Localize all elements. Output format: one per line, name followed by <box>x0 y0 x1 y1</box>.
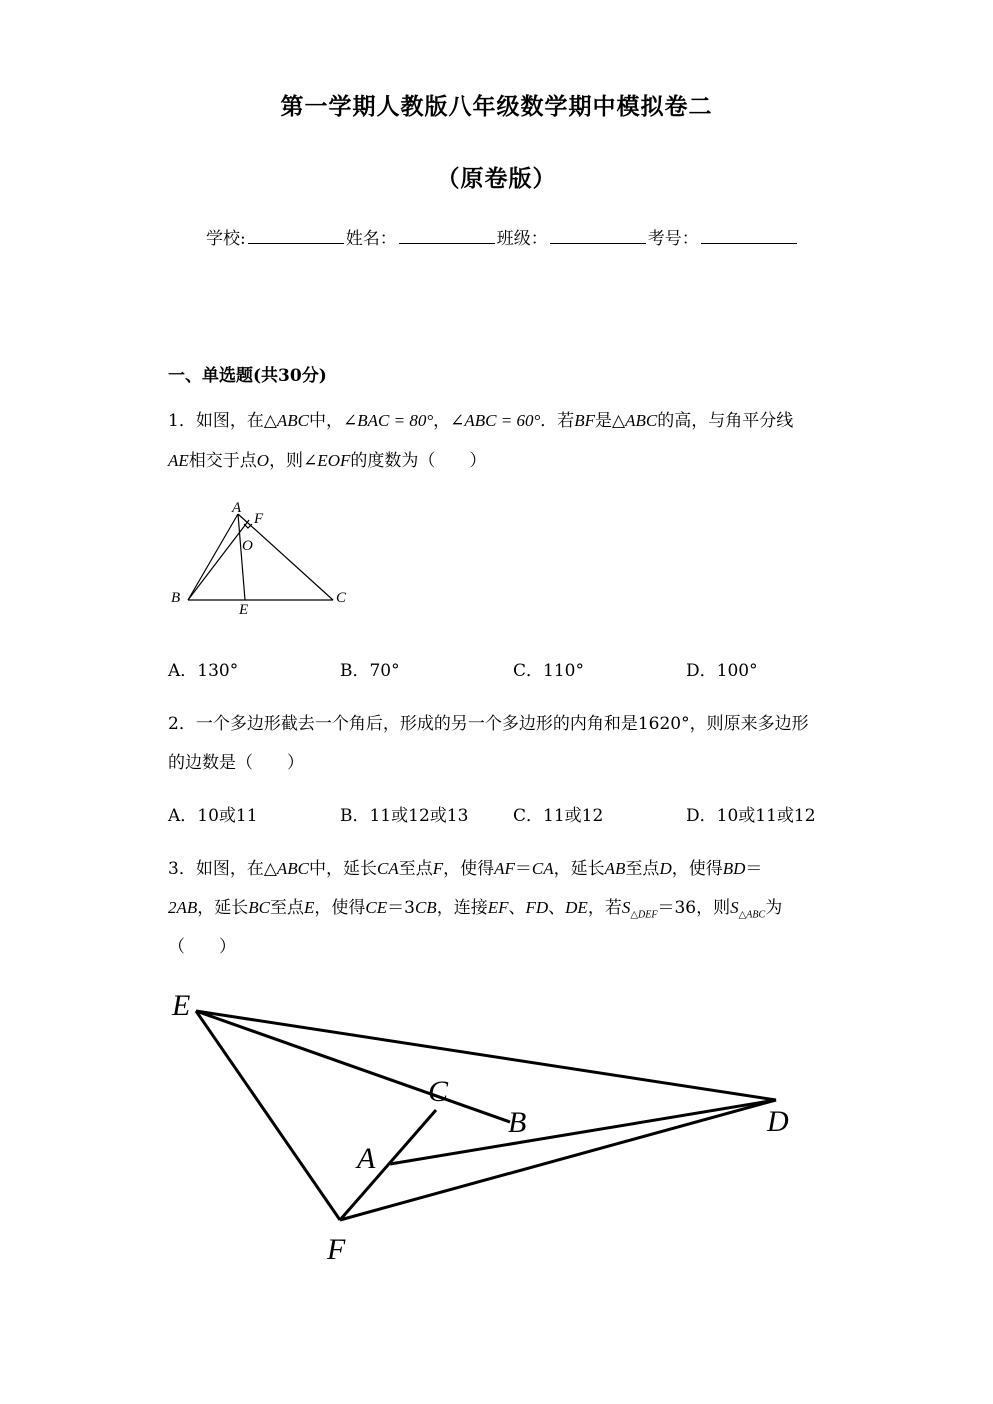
q3-text: 至点 <box>270 898 305 918</box>
q1-math: O <box>256 451 270 470</box>
q3-text: ＝ <box>745 859 763 879</box>
q3-math: FD <box>525 898 549 917</box>
segment-bf <box>188 520 249 600</box>
q3-text: 如图，在△ <box>195 859 277 879</box>
number-label: 考号： <box>647 229 699 249</box>
q3-math: AB <box>604 859 626 878</box>
q3-math: EF <box>487 898 509 917</box>
q3-math: D <box>659 859 672 878</box>
q1-option-d[interactable]: D．100° <box>686 661 758 681</box>
label-f: F <box>327 1233 346 1266</box>
q3-math: CB <box>414 898 437 917</box>
q3-figure <box>160 980 820 1280</box>
q3-text: 、 <box>548 898 566 918</box>
school-blank[interactable] <box>248 242 344 244</box>
q3-math: F <box>432 859 444 878</box>
q3-math: E <box>304 898 315 917</box>
label-a: A <box>232 500 242 516</box>
label-d: D <box>767 1105 789 1138</box>
q1-line1 <box>168 406 793 431</box>
name-blank[interactable] <box>399 242 495 244</box>
class-blank[interactable] <box>550 242 646 244</box>
q1-text: ， <box>433 411 451 431</box>
q3-text: ，使得 <box>314 898 366 918</box>
q1-text: 的度数为（ ） <box>350 451 487 471</box>
q3-text: ，使得 <box>443 859 495 879</box>
q1-math: ∠BAC = 80° <box>343 411 434 430</box>
label-c: C <box>336 590 347 606</box>
q2-line2: 的边数是（ ） <box>168 753 304 773</box>
label-b: B <box>508 1106 527 1139</box>
q1-text: 的高，与角平分线 <box>657 411 794 431</box>
q3-text: 、 <box>508 898 526 918</box>
right-angle-mark <box>244 524 252 528</box>
q3-number: 3． <box>168 859 196 879</box>
q3-line2 <box>168 893 782 920</box>
q2-option-b[interactable]: B．11或12或13 <box>340 806 469 826</box>
label-f: F <box>254 511 264 527</box>
q3-text: ＝ <box>514 859 532 879</box>
q1-number: 1． <box>168 411 196 431</box>
class-label: 班级： <box>496 229 548 249</box>
q3-line3: （ ） <box>168 937 236 957</box>
label-a: A <box>357 1142 376 1175</box>
q3-text: ，延长 <box>197 898 249 918</box>
q2-option-a[interactable]: A．10或11 <box>168 806 258 826</box>
q1-math: △ABC <box>612 411 658 430</box>
q1-text: 如图，在 <box>195 411 264 431</box>
q1-text: ．若 <box>540 411 575 431</box>
q3-text: ＝36，则 <box>657 898 731 918</box>
q3-math: CA <box>531 859 554 878</box>
q3-math: ABC <box>276 859 310 878</box>
q3-text: ，延长 <box>553 859 605 879</box>
page-subtitle: （原卷版） <box>436 165 557 192</box>
segment-eb <box>196 1011 510 1122</box>
q1-text: 相交于点 <box>188 451 257 471</box>
q3-text: ，使得 <box>671 859 723 879</box>
label-e: E <box>172 989 191 1022</box>
q1-math: ∠ABC = 60° <box>450 411 541 430</box>
q3-text: ，若 <box>587 898 622 918</box>
segment-ac <box>238 514 333 600</box>
q1-option-b[interactable]: B．70° <box>340 661 400 681</box>
label-c: C <box>428 1075 449 1108</box>
q3-math: S <box>730 898 739 917</box>
q2-option-d[interactable]: D．10或11或12 <box>686 806 816 826</box>
q1-math: AE <box>168 451 189 470</box>
q2-text: 一个多边形截去一个角后，形成的另一个多边形的内角和是1620°，则原来多边形 <box>195 714 809 734</box>
segment-ed <box>196 1011 776 1100</box>
q3-text: 中，延长 <box>309 859 378 879</box>
number-blank[interactable] <box>701 242 797 244</box>
q3-math: CE <box>365 898 388 917</box>
page-title: 第一学期人教版八年级数学期中模拟卷二 <box>280 93 713 120</box>
q3-math-sub: △ABC <box>738 909 766 921</box>
segment-ef <box>196 1011 340 1220</box>
q1-math: ∠EOF <box>303 451 351 470</box>
q3-line1 <box>168 854 762 879</box>
q3-text: 为 <box>765 898 783 918</box>
q3-math: AF <box>494 859 515 878</box>
section-heading: 一、单选题(共30分) <box>168 366 327 386</box>
q2-option-c[interactable]: C．11或12 <box>513 806 604 826</box>
q3-text: ＝3 <box>387 898 415 918</box>
q1-figure <box>160 495 360 620</box>
q3-math: S <box>621 898 631 917</box>
student-info-row <box>206 224 799 249</box>
q1-text: 是 <box>595 411 613 431</box>
q3-math: CA <box>377 859 399 878</box>
q3-text: ，连接 <box>436 898 488 918</box>
q3-math: DE <box>565 898 588 917</box>
name-label: 姓名： <box>345 229 397 249</box>
segment-ab <box>188 514 238 600</box>
q3-math-sub: △DEF <box>630 909 658 921</box>
school-label: 学校: <box>206 229 246 249</box>
q3-math: BD <box>722 859 746 878</box>
q2-line1 <box>168 709 809 734</box>
q1-math: △ABC <box>263 411 310 430</box>
q1-line2 <box>168 446 486 471</box>
q1-text: 中， <box>309 411 344 431</box>
q3-math: BC <box>248 898 271 917</box>
segment-fc <box>340 1110 436 1220</box>
q1-math: BF <box>574 411 596 430</box>
label-e: E <box>239 602 249 618</box>
q1-text: ，则 <box>269 451 304 471</box>
q3-text: 至点 <box>625 859 660 879</box>
q3-text: 至点 <box>398 859 433 879</box>
q1-option-c[interactable]: C．110° <box>513 661 584 681</box>
label-b: B <box>171 590 181 606</box>
q3-math: 2AB <box>168 898 198 917</box>
label-o: O <box>242 538 253 554</box>
q2-number: 2． <box>168 714 196 734</box>
q1-option-a[interactable]: A．130° <box>168 661 239 681</box>
